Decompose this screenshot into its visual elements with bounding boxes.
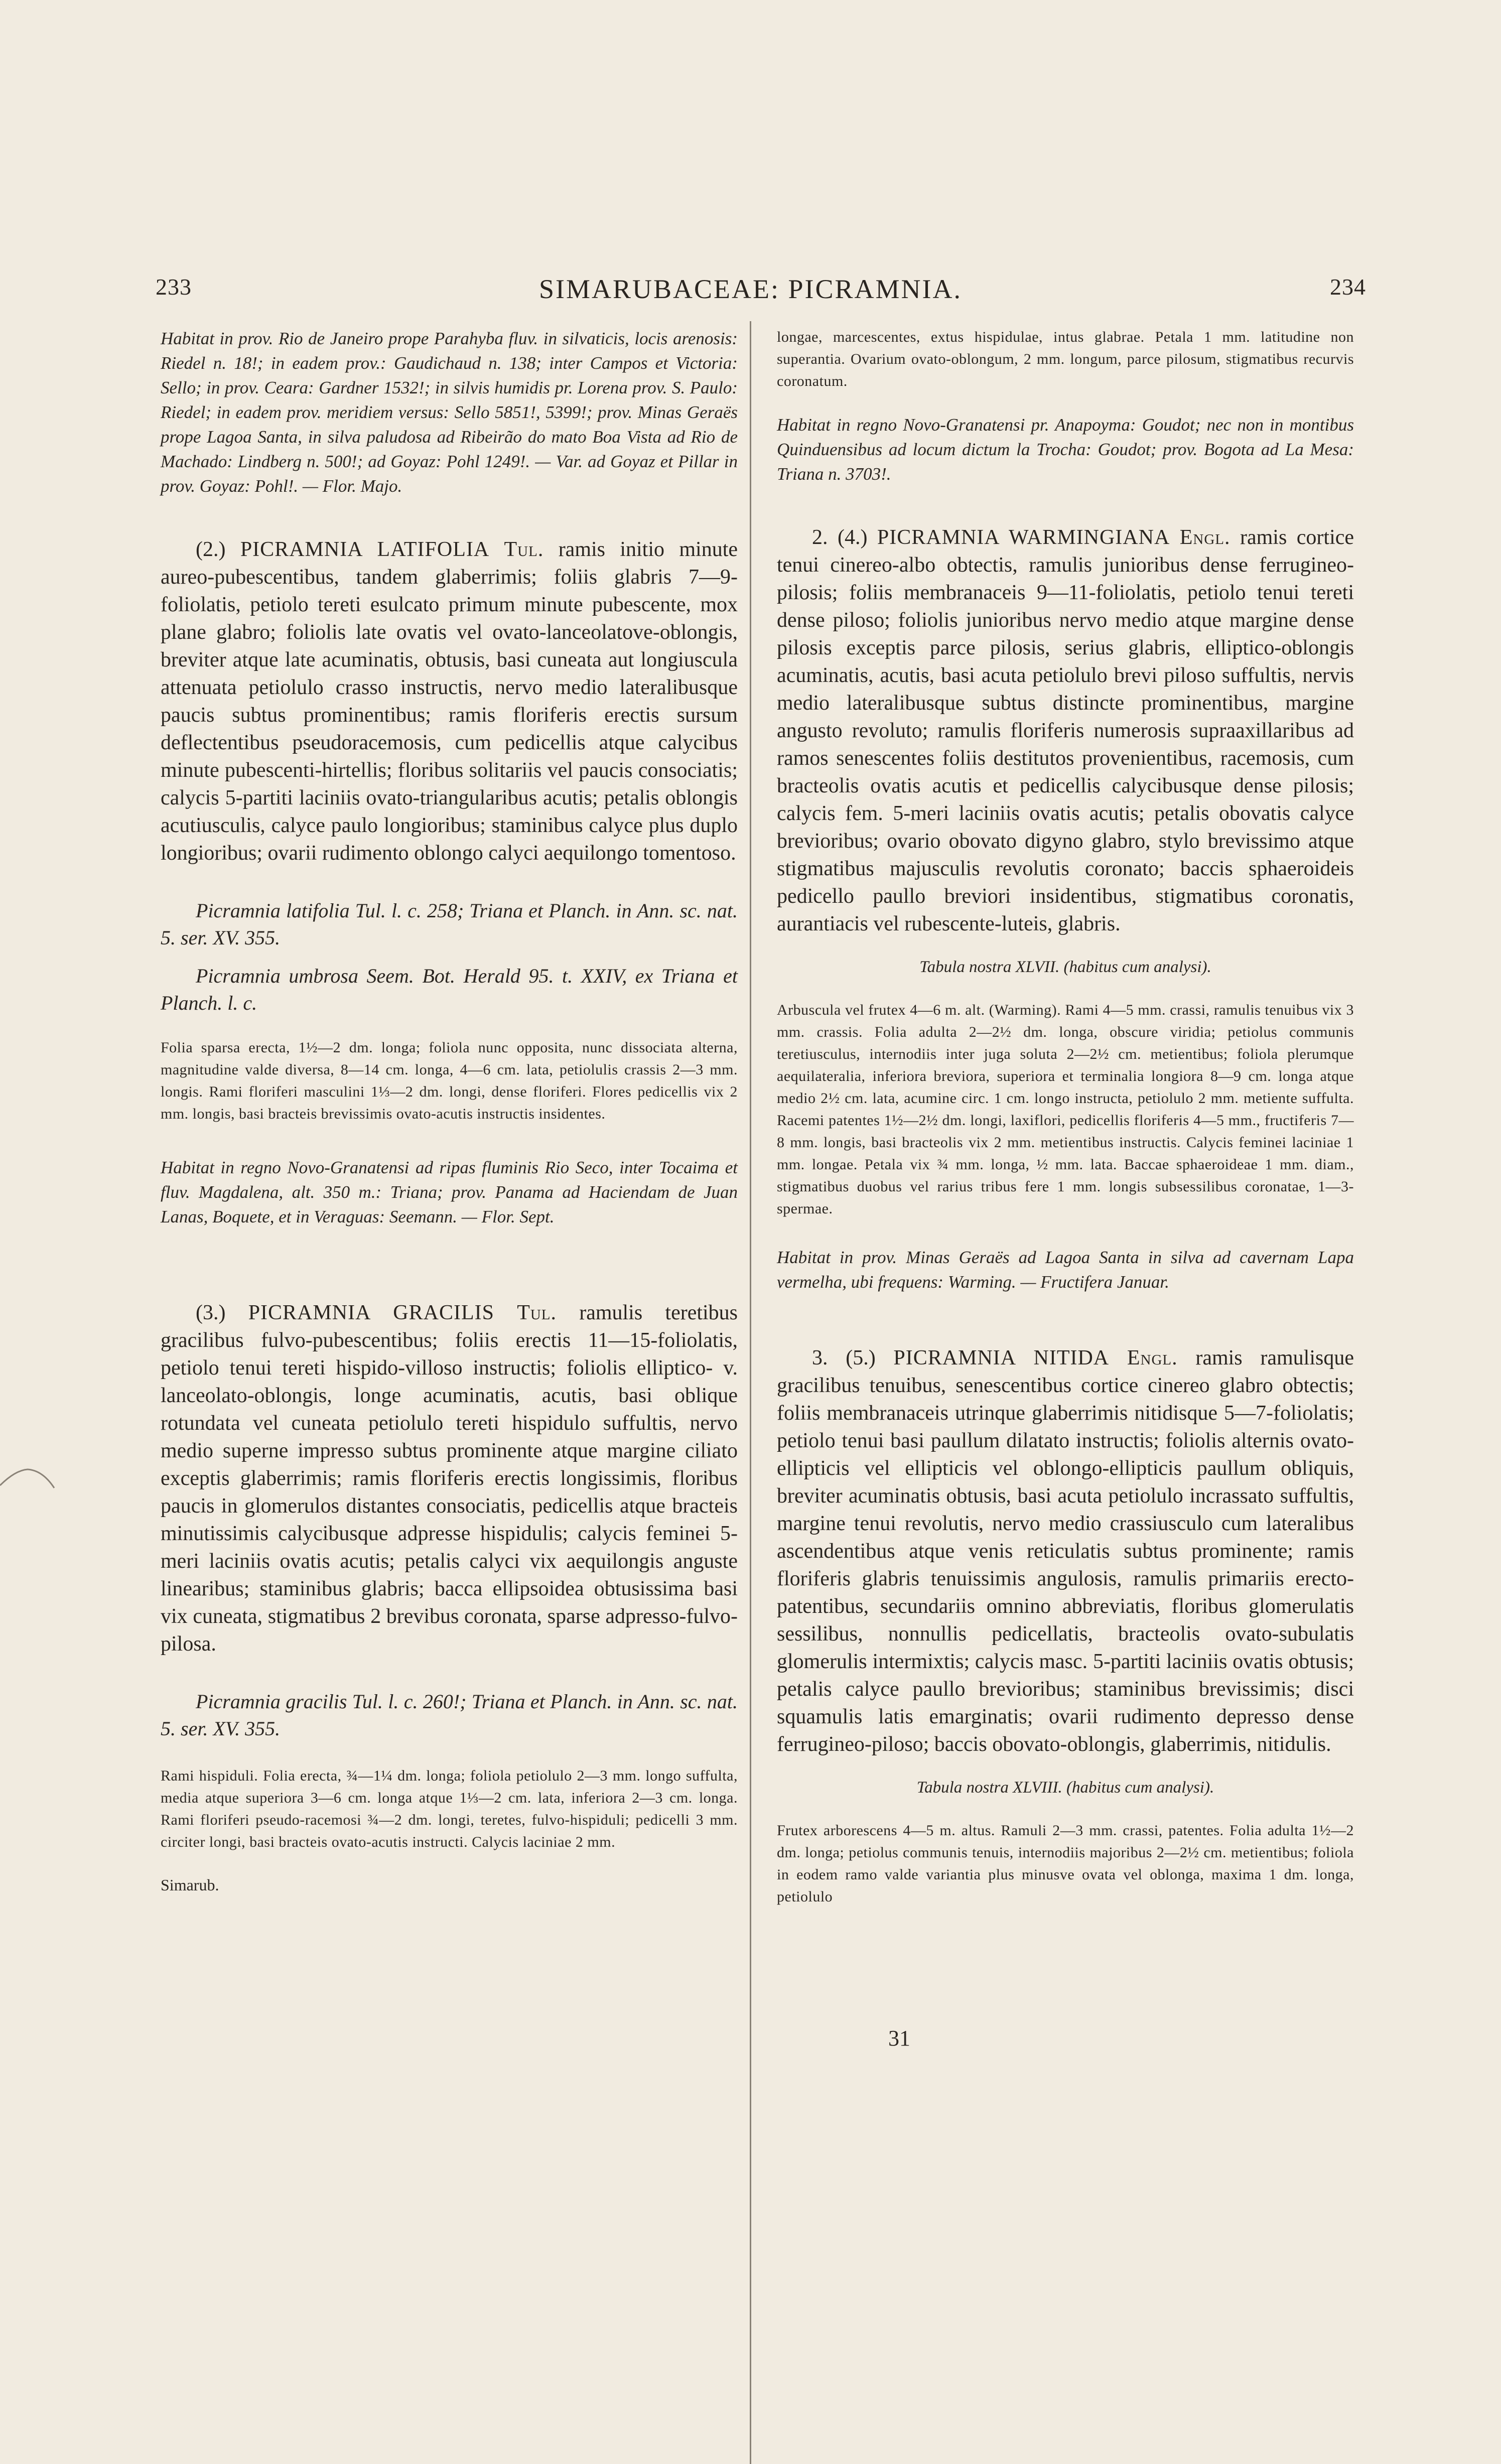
species-2-reference-1: Picramnia latifolia Tul. l. c. 258; Triana et Planch. in Ann. sc. nat. 5. ser. XV. 355. — [161, 899, 738, 949]
species-5-notes: Frutex arborescens 4—5 m. altus. Ramuli 2—3 mm. crassi, patentes. Folia adulta 1½—2 dm. longa; petiolus communis tenuis, internodiis majoribus 2—2½ cm. metientibus; foliola in eodem ramo valde variantia plus minusve ovata vel oblonga, maxima 1 dm. longa, petiolulo — [777, 1822, 1354, 1905]
species-4-name: PICRAMNIA WARMINGIANA — [877, 526, 1170, 549]
species-4-author: Engl. — [1179, 526, 1231, 549]
running-title: SIMARUBACEAE: PICRAMNIA. — [538, 274, 963, 304]
species-2-reference-2: Picramnia umbrosa Seem. Bot. Herald 95. t. XXIV, ex Triana et Planch. l. c. — [161, 965, 738, 1014]
right-column — [777, 326, 1354, 1908]
species-5-description — [777, 1344, 1354, 1758]
species-3-text: ramulis teretibus gracilibus fulvo-pubescentibus; foliis erectis 11—15-foliolatis, petiolo tenui tereti hispido-villoso instructis; foliolis elliptico- v. lanceolato-oblongis, longe acuminatis, acutis, basi oblique rotundata vel cuneata petiolulo tereti hispidulo suffultis, nervo medio superne impresso subtus prominente atque margine ciliato exceptis glaberrimis; ramis floriferis erectis longissimis, floribus paucis in glomerulos distantes consociatis, pedicellis atque bracteis minutissimis calycibusque adpresse hispidulis; calycis feminei 5-meri laciniis ovatis acutis; petalis calyci vix aequilongis anguste linearibus; staminibus glabris; bacca ellipsoidea obtusissima basi vix cuneata, stigmatibus 2 brevibus coronata, sparse adpresso-fulvo-pilosa. — [161, 1301, 738, 1656]
species-4-number: 2. (4.) — [812, 526, 868, 549]
species-3-reference-1: Picramnia gracilis Tul. l. c. 260!; Triana et Planch. in Ann. sc. nat. 5. ser. XV. 355. — [161, 1690, 738, 1740]
species-2-name: PICRAMNIA LATIFOLIA — [240, 538, 490, 561]
page-number-left: 233 — [156, 274, 192, 300]
footer-signature: Simarub. — [161, 1876, 219, 1894]
species-4-text: ramis cortice tenui cinereo-albo obtectis, ramulis junioribus dense ferrugineo-pilosis; foliis membranaceis 9—11-foliolatis, petiolo tenui tereti dense piloso; foliolis junioribus nervo medio atque margine dense pilosis exceptis parce pilosis, serius glabris, elliptico-oblongis acuminatis, acutis, basi acuta petiolulo brevi piloso suffultis, nervis medio lateralibusque subtus distincte prominentibus, margine angusto revoluto; ramulis floriferis numerosis supraaxillaribus ad ramos senescentes foliis destitutos provenientibus, racemosis, cum bracteolis ovatis acutis et pedicellis calycibusque dense pilosis; calycis fem. 5-meri laciniis ovatis acutis; petalis obovatis calyce brevioribus; ovario obovato digyno glabro, stylo brevissimo atque stigmatibus majusculis revolutis coronato; baccis sphaeroideis pedicello paullo breviori insidentibus, stigmatibus coronatis, aurantiacis vel rubescente-luteis, glabris. — [777, 526, 1354, 935]
page-number-right: 234 — [1330, 274, 1366, 300]
species-3-number: (3.) — [196, 1301, 226, 1324]
species-3-description — [161, 1299, 738, 1658]
species-5-text: ramis ramulisque gracilibus tenuibus, senescentibus cortice cinereo glabro obtectis; foliis membranaceis utrinque glaberrimis nitidisque 5—7-foliolatis; petiolo tenui basi paullum dilatato instructis; foliolis alternis ovato-ellipticis vel ellipticis vel oblongo-ellipticis paullum obliquis, breviter acuminatis obtusis, basi acuta petiolulo incrassato suffultis, margine tenui revolutis, nervo medio crassiusculo cum lateralibus ascendentibus atque venis reticulatis subtus prominente; ramis floriferis glabris tenuissimis angulosis, ramulis primariis erecto-patentibus, secundariis omnino abbreviatis, floribus glomerulatis sessilibus, nonnullis pedicellatis, bracteolis ovato-subulatis glomerulis intermixtis; calycis masc. 5-partiti laciniis ovatis obtusis; petalis calyce paullo brevioribus; staminibus brevissimis; disci squamulis latis emarginatis; ovarii rudimento depresso dense ferrugineo-piloso; baccis obovato-oblongis, glaberrimis, nitidulis. — [777, 1346, 1354, 1756]
margin-mark — [0, 1465, 55, 1490]
species-4-notes: Arbuscula vel frutex 4—6 m. alt. (Warming). Rami 4—5 mm. crassi, ramulis tenuibus vix 3 mm. crassis. Folia adulta 2—2½ dm. longa, obscure viridia; petiolus communis teretiusculus, internodiis inter juga soluta 2—2½ cm. metientibus; foliola plerumque aequilateralia, inferiora breviora, superiora et terminalia longiora 8—9 cm. longa atque medio 2½ cm. lata, acumine circ. 1 cm. longo instructa, petiolulo 2 mm. metiente suffulta. Racemi patentes 1½—2½ dm. longi, laxiflori, pedicellis floriferis 4—5 mm., fructiferis 7—8 mm. longis, basi bracteolis vix 2 mm. metientibus instructis. Calycis feminei laciniae 1 mm. longae. Petala vix ¾ mm. longa, ½ mm. lata. Baccae sphaeroideae 1 mm. diam., stigmatibus duobus vel rarius tribus fere 1 mm. longis subsessilibus coronatae, 1—3-spermae. — [777, 1002, 1354, 1217]
species-2-text: ramis initio minute aureo-pubescentibus, tandem glaberrimis; foliis glabris 7—9-foliolatis, petiolo tereti esulcato primum minute pubescente, mox plane glabro; foliolis late ovatis vel ovato-lanceolatove-oblongis, breviter atque late acuminatis, obtusis, basi cuneata aut longiuscula attenuata petiolulo crasso instructis, nervo medio lateralibusque paucis subtus prominentibus; ramis floriferis erectis sursum deflectentibus pseudoracemosis, cum pedicellis atque calycibus minute pubescenti-hirtellis; floribus solitariis vel paucis consociatis; calycis 5-partiti laciniis ovato-triangularibus acutis; petalis oblongis acutiusculis, calyce paulo longioribus; staminibus calyce plus duplo longioribus; ovarii rudimento oblongo calyci aequilongo tomentoso. — [161, 538, 738, 865]
species-2-author: Tul. — [504, 538, 544, 561]
species-2-habitat: Habitat in regno Novo-Granatensi ad ripas fluminis Rio Seco, inter Tocaima et fluv. Magdalena, alt. 350 m.: Triana; prov. Panama ad Haciendam de Juan Lanas, Boquete, et in Veraguas: Seemann. — Flor. Sept. — [161, 1158, 738, 1226]
species-5-name: PICRAMNIA NITIDA — [893, 1346, 1110, 1370]
species-2-description — [161, 536, 738, 867]
left-column — [161, 326, 738, 1894]
folio-number: 31 — [888, 2026, 910, 2050]
continuation-notes: longae, marcescentes, extus hispidulae, intus glabrae. Petala 1 mm. latitudine non superantia. Ovarium ovato-oblongum, 2 mm. longum, parce pilosum, stigmatibus recurvis coronatum. — [777, 329, 1354, 389]
species-5-author: Engl. — [1127, 1346, 1178, 1370]
species-5-number: 3. (5.) — [812, 1346, 876, 1370]
species-5-plate: Tabula nostra XLVIII. (habitus cum analysi). — [916, 1778, 1214, 1797]
species-4-plate: Tabula nostra XLVII. (habitus cum analysi). — [919, 958, 1211, 976]
column-divider — [750, 321, 751, 2464]
species-4-description — [777, 524, 1354, 938]
continuation-habitat: Habitat in regno Novo-Granatensi pr. Anapoyma: Goudot; nec non in montibus Quinduensibus ad locum dictum la Trocha: Goudot; prov. Bogota ad La Mesa: Triana n. 3703!. — [777, 415, 1354, 484]
species-4-habitat: Habitat in prov. Minas Geraës ad Lagoa Santa in silva ad cavernam Lapa vermelha, ubi frequens: Warming. — Fructifera Januar. — [777, 1248, 1354, 1292]
species-3-author: Tul. — [517, 1301, 557, 1324]
species-2-number: (2.) — [196, 538, 226, 561]
habitat-paragraph-1: Habitat in prov. Rio de Janeiro prope Parahyba fluv. in silvaticis, locis arenosis: Riedel n. 18!; in eadem prov.: Gaudichaud n. 138; inter Campos et Victoria: Sello; in prov. Ceara: Gardner 1532!; in silvis humidis pr. Lorena prov. S. Paulo: Riedel; in eadem prov. meridiem versus: Sello 5851!, 5399!; prov. Minas Geraës prope Lagoa Santa, in silva paludosa ad Ribeirão do mato Boa Vista ad Rio de Machado: Lindberg n. 500!; ad Goyaz: Pohl 1249!. — Var. ad Goyaz et Pillar in prov. Goyaz: Pohl!. — Flor. Majo. — [161, 329, 738, 496]
species-3-notes: Rami hispiduli. Folia erecta, ¾—1¼ dm. longa; foliola petiolulo 2—3 mm. longo suffulta, media atque superiora 3—6 cm. longa atque 1⅓—2 cm. lata, inferiora 2—3 cm. longa. Rami floriferi pseudo-racemosi ¾—2 dm. longi, teretes, fulvo-hispiduli; pedicelli 3 mm. circiter longi, basi bracteis ovato-acutis instructi. Calycis laciniae 2 mm. — [161, 1767, 738, 1850]
species-3-name: PICRAMNIA GRACILIS — [248, 1301, 494, 1324]
species-2-notes: Folia sparsa erecta, 1½—2 dm. longa; foliola nunc opposita, nunc dissociata alterna, magnitudine valde diversa, 8—14 cm. longa, 4—6 cm. lata, petiolulis crassis 2—3 mm. longis. Rami floriferi masculini 1⅓—2 dm. longi, dense floriferi. Flores pedicellis vix 2 mm. longis, basi bracteis brevissimis ovato-acutis instructis insidentes. — [161, 1039, 738, 1122]
